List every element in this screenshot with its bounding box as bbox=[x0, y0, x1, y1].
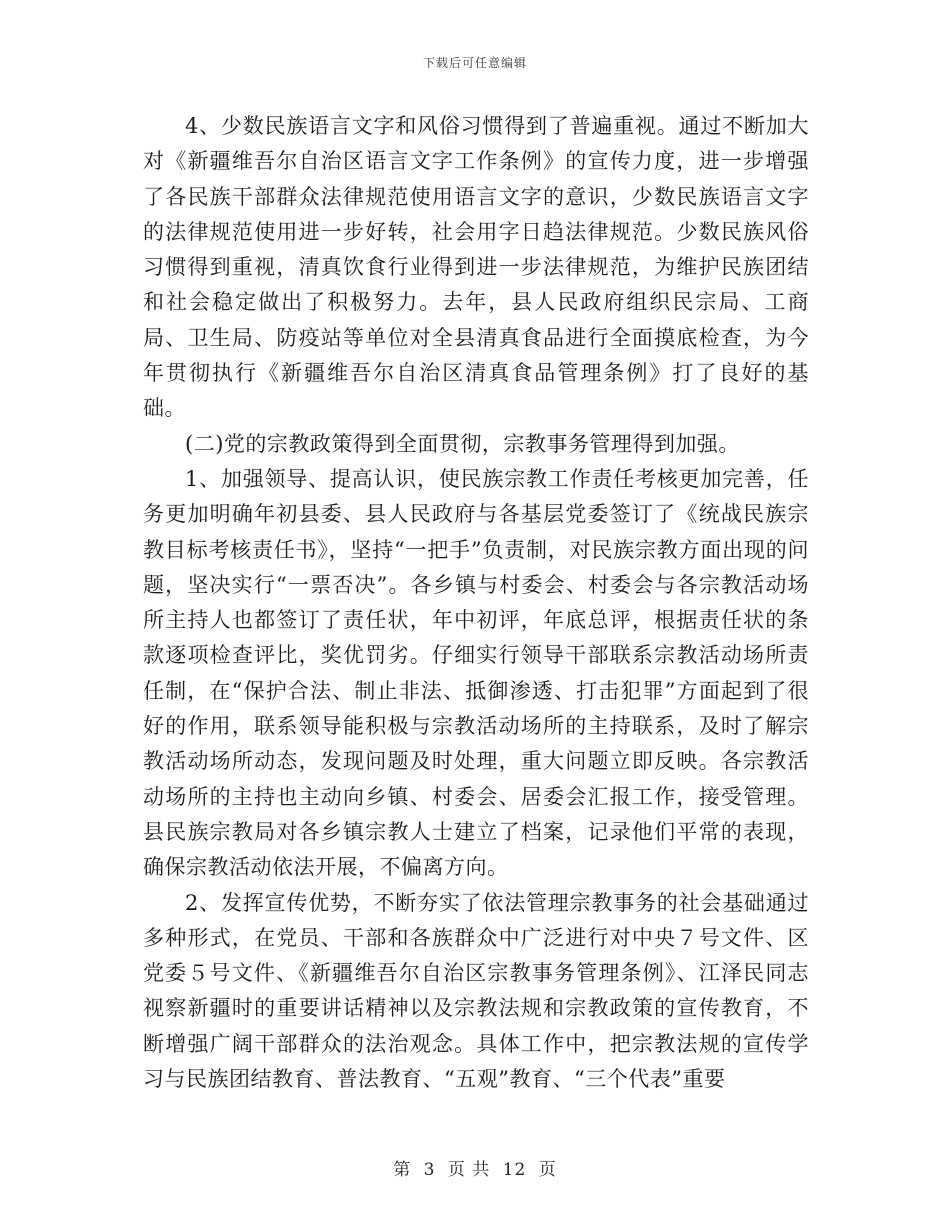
page-header-note: 下载后可任意编辑 bbox=[422, 56, 527, 70]
paragraph-ethnic-language: 4、少数民族语言文字和风俗习惯得到了普遍重视。通过不断加大对《新疆维吾尔自治区语言文字工作条例》的宣传力度，进一步增强了各民族干部群众法律规范使用语言文字的意识，少数民族语言文字的法律规范使用进一步好转，社会用字日趋法律规范。少数民族风俗习惯得到重视，清真饮食行业得到进一步法律规范，为维护民族团结和社会稳定做出了积极努力。去年，县人民政府组织民宗局、工商局、卫生局、防疫站等单位对全县清真食品进行全面摸底检查，为今年贯彻执行《新疆维吾尔自治区清真食品管理条例》打了良好的基础。 bbox=[143, 114, 809, 421]
page-prefix: 第 bbox=[393, 1160, 412, 1180]
paragraph-leadership-responsibility: 1、加强领导、提高认识，使民族宗教工作责任考核更加完善，任务更加明确年初县委、县人民政府与各基层党委签订了《统战民族宗教目标考核责任书》，坚持“一把手”负责制，对民族宗教方面出现的问题，坚决实行“一票否决”。各乡镇与村委会、村委会与各宗教活动场所主持人也都签订了责任状，年中初评，年底总评，根据责任状的条款逐项检查评比，奖优罚劣。仔细实行领导干部联系宗教活动场所责任制，在“保护合法、制止非法、抵御渗透、打击犯罪”方面起到了很好的作用，联系领导能积极与宗教活动场所的主持联系，及时了解宗教活动场所动态，发现问题及时处理，重大问题立即反映。各宗教活动场所的主持也主动向乡镇、村委会、居委会汇报工作，接受管理。县民族宗教局对各乡镇宗教人士建立了档案，记录他们平常的表现，确保宗教活动依法开展，不偏离方向。 bbox=[143, 466, 809, 880]
section-heading-religious-policy: (二)党的宗教政策得到全面贯彻，宗教事务管理得到加强。 bbox=[185, 431, 740, 456]
paragraph-publicity-advantage: 2、发挥宣传优势，不断夯实了依法管理宗教事务的社会基础通过多种形式，在党员、干部和各族群众中广泛进行对中央７号文件、区党委５号文件、《新疆维吾尔自治区宗教事务管理条例》、江泽民同志视察新疆时的重要讲话精神以及宗教法规和宗教政策的宣传教育，不断增强广阔干部群众的法治观念。具体工作中，把宗教法规的宣传学习与民族团结教育、普法教育、“五观”教育、“三个代表”重要 bbox=[143, 890, 809, 1092]
page-footer bbox=[0, 1155, 950, 1180]
page-number: 3 bbox=[423, 1160, 436, 1180]
page-middle: 页 共 bbox=[447, 1160, 491, 1180]
total-pages: 12 bbox=[502, 1160, 527, 1180]
page-suffix: 页 bbox=[538, 1160, 557, 1180]
document-body bbox=[143, 109, 809, 1097]
